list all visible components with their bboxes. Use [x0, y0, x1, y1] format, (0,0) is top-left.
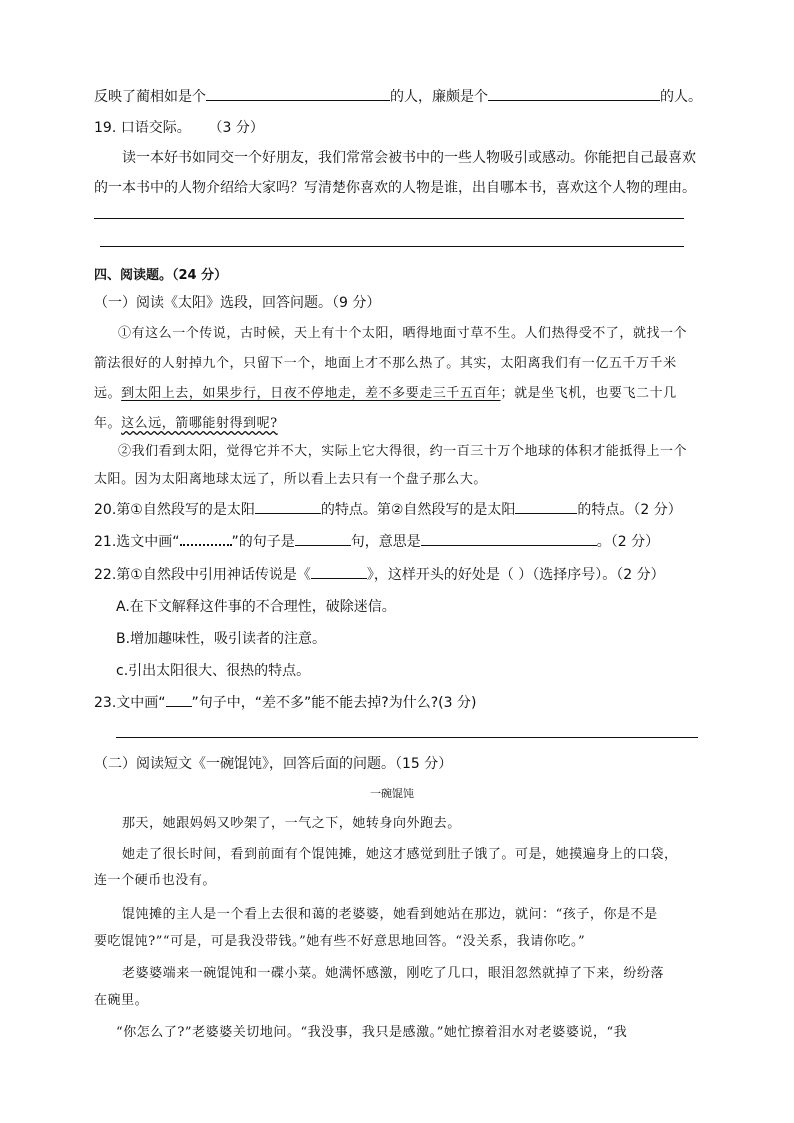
story-line: “你怎么了?”老婆婆关切地问。“我没事，我只是感激。”她忙擦着泪水对老婆婆说，“我 [116, 1025, 628, 1040]
story-line: 她走了很长时间，看到前面有个馄饨摊，她这才感觉到肚子饿了。可是，她摸遍身上的口袋， [122, 847, 678, 862]
q18-answer-line: 反映了蔺相如是个 的人，廉颇是个 的人。 [94, 86, 702, 106]
story-line: 连一个硬币也没有。 [94, 873, 216, 888]
part-title: （一）阅读《太阳》选段，回答问题。（9 分） [94, 295, 381, 311]
underline-mark [166, 692, 192, 707]
passage-line: 箭法很好的人射掉九个，只留下一个，地面上才不那么热了。其实，太阳离我们有一亿五千万千米 [94, 356, 677, 371]
wavy-line-mark [180, 532, 232, 546]
writing-line[interactable] [116, 737, 698, 738]
story-line: 在碗里。 [94, 993, 149, 1008]
question-23: 23.文中画“ ”句子中，“差不多”能不能去掉?为什么?(3 分) [94, 692, 476, 712]
writing-line[interactable] [100, 246, 684, 247]
answer-blank[interactable] [488, 86, 660, 101]
question-19-title: 19. 口语交际。 （3 分） [94, 120, 264, 136]
part-title: （二）阅读短文《一碗馄饨》，回答后面的问题。（15 分） [94, 756, 453, 772]
passage-line: 太阳。因为太阳离地球太远了，所以看上去只有一个盘子那么大。 [94, 472, 487, 487]
answer-blank[interactable] [295, 531, 351, 546]
story-title: 一碗馄饨 [370, 787, 414, 800]
passage-line: ①有这么一个传说，古时候，天上有十个太阳，晒得地面寸草不生。人们热得受不了，就找一个 [118, 326, 688, 341]
question-21: 21.选文中画“ ”的句子是 句，意思是 。（2 分） [94, 531, 659, 551]
passage-line: 远。到太阳上去，如果步行，日夜不停地走，差不多要走三千五百年；就是坐飞机，也要飞二十几 [94, 386, 677, 401]
passage-line: 年。这么远，箭哪能射得到呢? [94, 416, 278, 431]
story-line: 馄饨摊的主人是一个看上去很和蔼的老婆婆，她看到她站在那边，就问：“孩子，你是不是 [122, 907, 658, 922]
question-22: 22.第①自然段中引用神话传说是《 》，这样开头的好处是（ ）（选择序号）。（2 分） [94, 564, 665, 584]
wavy-underlined-sentence: 这么远，箭哪能射得到呢? [121, 416, 278, 431]
story-line: 要吃馄饨?”“可是，可是我没带钱。”她有些不好意思地回答。“没关系，我请你吃。” [94, 934, 586, 949]
option-a: A.在下文解释这件事的不合理性，破除迷信。 [116, 599, 396, 615]
question-20: 20.第①自然段写的是太阳 的特点。第②自然段写的是太阳 的特点。（2 分） [94, 499, 682, 519]
story-line: 老婆婆端来一碗馄饨和一碟小菜。她满怀感激，刚吃了几口，眼泪忽然就掉了下来，纷纷落 [122, 966, 665, 981]
answer-blank[interactable] [206, 86, 390, 101]
q19-prompt-line: 的一本书中的人物介绍给大家吗？写清楚你喜欢的人物是谁，出自哪本书，喜欢这个人物的理由。 [94, 180, 696, 196]
option-b: B.增加趣味性，吸引读者的注意。 [116, 631, 327, 647]
answer-blank[interactable] [515, 499, 577, 514]
writing-line[interactable] [94, 218, 684, 219]
section-title: 四、阅读题。（24 分） [94, 268, 228, 283]
passage-line: ②我们看到太阳，觉得它并不大，实际上它大得很，约一百三十万个地球的体积才能抵得上一个 [118, 444, 688, 459]
answer-blank[interactable] [421, 531, 597, 546]
answer-blank[interactable] [311, 564, 367, 579]
story-line: 那天，她跟妈妈又吵架了，一气之下，她转身向外跑去。 [122, 816, 461, 831]
option-c: c.引出太阳很大、很热的特点。 [116, 663, 311, 679]
q19-prompt-line: 读一本好书如同交一个好朋友，我们常常会被书中的一些人物吸引或感动。你能把自己最喜欢 [122, 150, 696, 166]
underlined-sentence: 到太阳上去，如果步行，日夜不停地走，差不多要走三千五百年 [121, 386, 501, 401]
answer-blank[interactable] [255, 499, 321, 514]
